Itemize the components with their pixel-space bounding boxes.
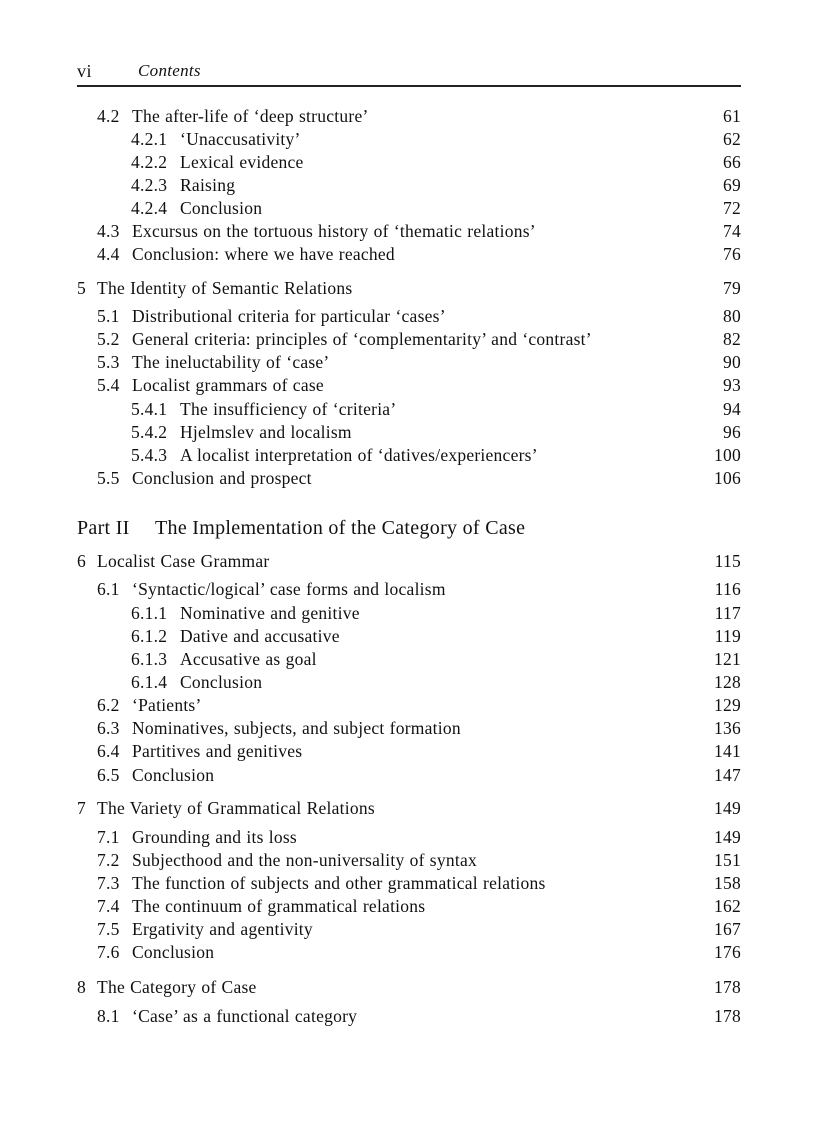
toc-page: 158 [714,873,741,893]
toc-title: Raising [180,175,236,195]
toc-entry-4-2-1 [131,128,741,150]
toc-number: 5 [77,278,86,298]
toc-page: 76 [723,244,741,264]
toc-number: 4.2 [97,106,120,126]
toc-title: Localist Case Grammar [97,551,270,571]
toc-chapter-7 [77,797,741,819]
toc-title: Distributional criteria for particular ‘cases’ [132,306,446,326]
toc-title: Accusative as goal [180,649,317,669]
toc-title: The insufficiency of ‘criteria’ [180,399,397,419]
toc-page: 106 [714,468,741,488]
toc-number: 7.2 [97,850,120,870]
toc-number: 7.5 [97,919,120,939]
toc-title: Conclusion and prospect [132,468,312,488]
toc-title: The continuum of grammatical relations [132,896,426,916]
toc-entry-7-1 [97,826,741,848]
toc-entry-4-2 [97,105,741,127]
toc-number: 6.1.1 [131,603,168,623]
toc-page: 80 [723,306,741,326]
toc-number: 7.1 [97,827,120,847]
toc-page: 162 [714,896,741,916]
toc-number: 4.2.1 [131,129,168,149]
toc-number: 6.1.2 [131,626,168,646]
toc-title: Conclusion [180,198,263,218]
toc-title: Grounding and its loss [132,827,297,847]
toc-number: 6.1.3 [131,649,168,669]
toc-title: Hjelmslev and localism [180,422,352,442]
toc-page: 147 [714,765,741,785]
toc-page: 178 [714,1006,741,1026]
toc-title: Conclusion: where we have reached [132,244,395,264]
toc-page: 141 [714,741,741,761]
page-folio: vi [77,61,93,81]
toc-entry-4-2-4 [131,197,741,219]
toc-title: The function of subjects and other grammatical relations [132,873,546,893]
toc-page: 96 [723,422,741,442]
toc-title: ‘Case’ as a functional category [132,1006,358,1026]
toc-entry-5-4 [97,374,741,396]
toc-entry-5-3 [97,351,741,373]
toc-title: ‘Syntactic/logical’ case forms and localism [132,579,446,599]
toc-page: 72 [723,198,741,218]
toc-entry-7-4 [97,895,741,917]
toc-page: 94 [723,399,741,419]
toc-title: A localist interpretation of ‘datives/experiencers’ [180,445,538,465]
toc-entry-6-2 [97,694,741,716]
toc-page: 128 [714,672,741,692]
toc-number: 5.3 [97,352,120,372]
toc-entry-6-3 [97,717,741,739]
toc-entry-5-4-3 [131,444,741,466]
toc-entry-7-5 [97,918,741,940]
toc-number: 6.1.4 [131,672,168,692]
toc-entry-5-5 [97,467,741,489]
toc-entry-5-1 [97,305,741,327]
toc-title: Lexical evidence [180,152,304,172]
toc-title: Excursus on the tortuous history of ‘thematic relations’ [132,221,536,241]
toc-title: The ineluctability of ‘case’ [132,352,330,372]
toc-number: 7.4 [97,896,120,916]
toc-number: 7 [77,798,86,818]
toc-title: Conclusion [180,672,263,692]
toc-page: 74 [723,221,741,241]
toc-title: Conclusion [132,765,215,785]
toc-number: 5.4 [97,375,120,395]
toc-chapter-6 [77,550,741,572]
toc-title: The after-life of ‘deep structure’ [132,106,369,126]
toc-page: 90 [723,352,741,372]
part-heading [77,515,741,541]
toc-page: 129 [714,695,741,715]
toc-title: Nominatives, subjects, and subject formation [132,718,461,738]
toc-page: 62 [723,129,741,149]
toc-page: 69 [723,175,741,195]
toc-number: 5.4.3 [131,445,168,465]
toc-title: ‘Unaccusativity’ [180,129,301,149]
toc-entry-5-4-2 [131,421,741,443]
toc-entry-8-1 [97,1005,741,1027]
toc-number: 4.2.4 [131,198,168,218]
running-title: Contents [138,61,201,80]
part-title: The Implementation of the Category of Case [155,517,526,539]
toc-chapter-5 [77,277,741,299]
toc-page: 136 [714,718,741,738]
toc-number: 4.4 [97,244,120,264]
toc-entry-4-2-3 [131,174,741,196]
toc-entry-4-2-2 [131,151,741,173]
toc-number: 4.2.2 [131,152,168,172]
toc-number: 6.3 [97,718,120,738]
toc-entry-6-1-2 [131,625,741,647]
toc-number: 5.1 [97,306,120,326]
toc-entry-7-3 [97,872,741,894]
toc-page: 82 [723,329,741,349]
toc-number: 5.5 [97,468,120,488]
toc-page: 116 [714,579,741,599]
toc-number: 7.3 [97,873,120,893]
toc-page: 178 [714,977,741,997]
toc-title: The Category of Case [97,977,257,997]
toc-page: 167 [714,919,741,939]
toc-chapter-8 [77,976,741,998]
toc-page: 176 [714,942,741,962]
toc-entry-6-5 [97,764,741,786]
toc-title: Ergativity and agentivity [132,919,313,939]
toc-page: 149 [714,798,741,818]
toc-number: 7.6 [97,942,120,962]
toc-title: Localist grammars of case [132,375,324,395]
toc-number: 4.2.3 [131,175,168,195]
toc-title: Subjecthood and the non-universality of syntax [132,850,477,870]
toc-title: Partitives and genitives [132,741,303,761]
toc-entry-5-4-1 [131,398,741,420]
toc-entry-5-2 [97,328,741,350]
toc-title: The Variety of Grammatical Relations [97,798,375,818]
toc-number: 6.5 [97,765,120,785]
toc-number: 5.2 [97,329,120,349]
toc-title: ‘Patients’ [132,695,202,715]
toc-title: Dative and accusative [180,626,340,646]
toc-title: The Identity of Semantic Relations [97,278,353,298]
toc-number: 6.4 [97,741,120,761]
toc-title: Nominative and genitive [180,603,360,623]
toc-entry-4-3 [97,220,741,242]
toc-page: 121 [714,649,741,669]
toc-title: General criteria: principles of ‘complementarity’ and ‘contrast’ [132,329,592,349]
toc-page: 61 [723,106,741,126]
toc-number: 8 [77,977,86,997]
toc-entry-6-1 [97,578,741,600]
toc-page: 66 [723,152,741,172]
toc-entry-7-6 [97,941,741,963]
toc-number: 4.3 [97,221,120,241]
toc-title: Conclusion [132,942,215,962]
toc-number: 5.4.2 [131,422,168,442]
toc-number: 6.2 [97,695,120,715]
toc-number: 5.4.1 [131,399,168,419]
toc-page: 119 [714,626,741,646]
toc-entry-4-4 [97,243,741,265]
toc-entry-6-1-1 [131,602,741,624]
toc-number: 6 [77,551,86,571]
toc-entry-6-1-4 [131,671,741,693]
toc-number: 8.1 [97,1006,120,1026]
toc-number: 6.1 [97,579,120,599]
toc-page: 117 [714,603,741,623]
toc-page: 93 [723,375,741,395]
toc-page: 115 [714,551,741,571]
toc-page: 151 [714,850,741,870]
toc-entry-7-2 [97,849,741,871]
toc-page: 149 [714,827,741,847]
part-label: Part II [77,517,130,539]
toc-entry-6-4 [97,740,741,762]
toc-entry-6-1-3 [131,648,741,670]
toc-page: 100 [714,445,741,465]
toc-page: 79 [723,278,741,298]
